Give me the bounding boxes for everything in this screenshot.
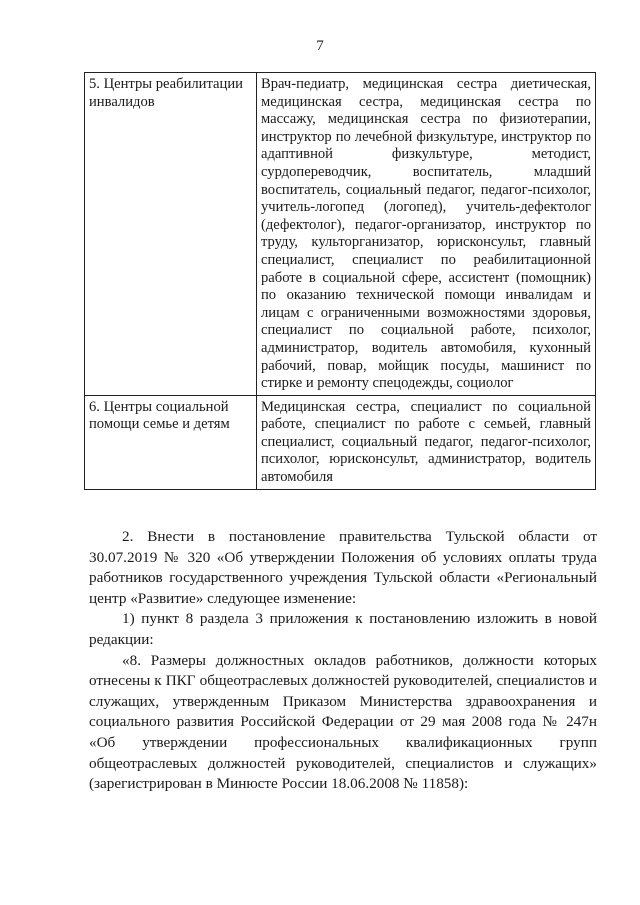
- institution-cell: 6. Центры социальной помощи семье и детям: [85, 395, 257, 489]
- table-row: [85, 73, 596, 396]
- positions-cell: Врач-педиатр, медицинская сестра диетическая, медицинская сестра, медицинская сестра по массажу, медицинская сестра по физиотерапии, инструктор по лечебной физкультуре, инструктор по адаптивной физкультуре, методист, сурдопереводчик, воспитатель, младший воспитатель, социальный педагог, педагог-психолог, учитель-логопед (логопед), учитель-дефектолог (дефектолог), педагог-организатор, инструктор по труду, культорганизатор, юрисконсульт, главный специалист, специалист по реабилитационной работе в социальной сфере, ассистент (помощник) по оказанию технической помощи инвалидам и лицам с ограниченными возможностями здоровья, специалист по социальной работе, психолог, администратор, водитель автомобиля, кухонный рабочий, повар, мойщик посуды, машинист по стирке и ремонту спецодежды, социолог: [257, 73, 596, 396]
- paragraph-amendment: 2. Внести в постановление правительства Тульской области от 30.07.2019 № 320 «Об утверждении Положения об условиях оплаты труда работников государственного учреждения Тульской области «Региональный центр «Развитие» следующее изменение:: [89, 528, 597, 607]
- paragraph-clause-8: «8. Размеры должностных окладов работников, должности которых отнесены к ПКГ общеотраслевых должностей руководителей, специалистов и служащих, утвержденным Приказом Министерства здравоохранения и социального развития Российской Федерации от 29 мая 2008 года № 247н «Об утверждении профессиональных квалификационных групп общеотраслевых должностей руководителей, специалистов и служащих» (зарегистрирован в Минюсте России 18.06.2008 № 11858):: [89, 651, 597, 793]
- paragraph-item-1: 1) пункт 8 раздела 3 приложения к постановлению изложить в новой редакции:: [89, 610, 597, 648]
- institution-cell: 5. Центры реабилитации инвалидов: [85, 73, 257, 396]
- page-number: 7: [316, 38, 324, 54]
- staff-positions-table: [84, 72, 596, 490]
- positions-cell: Медицинская сестра, специалист по социальной работе, специалист по работе с семьей, главный специалист, социальный педагог, педагог-психолог, психолог, юрисконсульт, администратор, водитель автомобиля: [257, 395, 596, 489]
- document-body: [89, 527, 597, 795]
- table-row: [85, 395, 596, 489]
